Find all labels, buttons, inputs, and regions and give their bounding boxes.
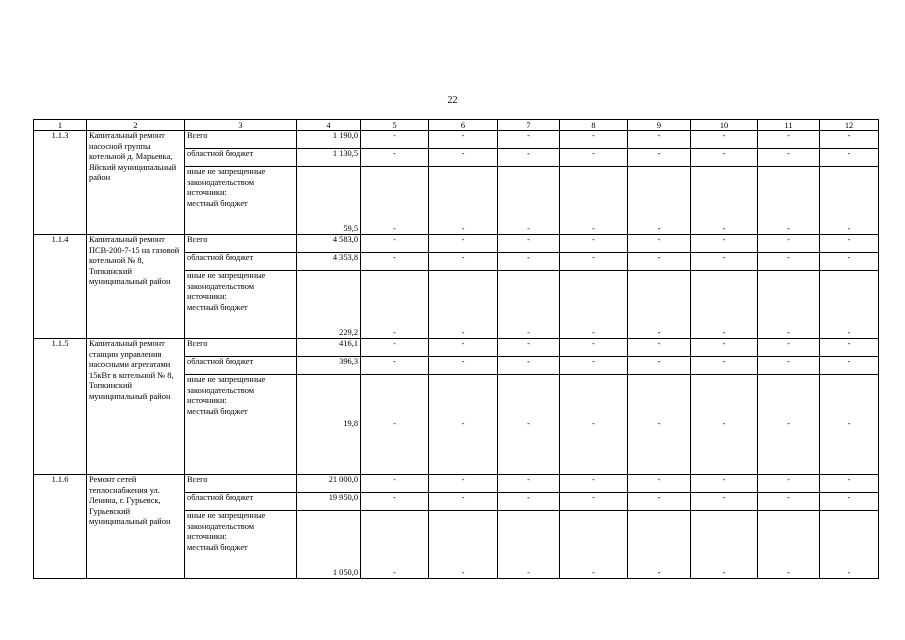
dash-cell: - (361, 253, 429, 271)
header-cell: 9 (628, 120, 691, 131)
dash-cell: - (691, 511, 758, 579)
row-code: 1.1.3 (34, 131, 87, 235)
dash-cell: - (361, 339, 429, 357)
budget-table (33, 119, 879, 579)
label-other-local (185, 167, 297, 235)
dash-cell: - (691, 149, 758, 167)
dash-cell: - (691, 475, 758, 493)
label-other: иные не запрещенные законодательством источники: (187, 167, 266, 197)
dash-cell: - (361, 235, 429, 253)
dash-cell: - (758, 253, 820, 271)
dash-cell: - (820, 475, 879, 493)
header-cell: 6 (429, 120, 498, 131)
dash-cell: - (361, 493, 429, 511)
dash-cell: - (560, 375, 628, 475)
label-regional: областной бюджет (185, 253, 297, 271)
row-code: 1.1.5 (34, 339, 87, 475)
dash-cell: - (758, 167, 820, 235)
dash-cell: - (820, 271, 879, 339)
dash-cell: - (498, 375, 560, 475)
label-regional: областной бюджет (185, 357, 297, 375)
table-row (34, 339, 879, 357)
header-row (34, 120, 879, 131)
dash-cell: - (361, 149, 429, 167)
dash-cell: - (820, 511, 879, 579)
header-cell: 3 (185, 120, 297, 131)
row-name: Капитальный ремонт станции управления насосными агрегатами 15кВт в котельной № 8, Топкинский муниципальный район (87, 339, 185, 475)
dash-cell: - (560, 271, 628, 339)
dash-cell: - (498, 149, 560, 167)
value-total: 1 190,0 (297, 131, 361, 149)
row-code: 1.1.4 (34, 235, 87, 339)
dash-cell: - (691, 339, 758, 357)
dash-cell: - (498, 131, 560, 149)
label-other: иные не запрещенные законодательством источники: (187, 271, 266, 301)
label-other-local (185, 511, 297, 579)
dash-cell: - (361, 167, 429, 235)
dash-cell: - (628, 235, 691, 253)
dash-cell: - (628, 475, 691, 493)
value-regional: 1 130,5 (297, 149, 361, 167)
dash-cell: - (691, 131, 758, 149)
dash-cell: - (820, 357, 879, 375)
dash-cell: - (820, 493, 879, 511)
label-other-local (185, 271, 297, 339)
dash-cell: - (820, 167, 879, 235)
dash-cell: - (429, 167, 498, 235)
dash-cell: - (758, 271, 820, 339)
label-other: иные не запрещенные законодательством источники: (187, 375, 266, 405)
dash-cell: - (498, 493, 560, 511)
value-local: 59,5 (297, 167, 361, 235)
header-cell: 5 (361, 120, 429, 131)
label-total: Всего (185, 131, 297, 149)
dash-cell: - (560, 131, 628, 149)
dash-cell: - (560, 149, 628, 167)
dash-cell: - (429, 131, 498, 149)
value-total: 416,1 (297, 339, 361, 357)
dash-cell: - (429, 149, 498, 167)
page-number: 22 (447, 95, 458, 106)
value-local: 229,2 (297, 271, 361, 339)
dash-cell: - (691, 167, 758, 235)
table-row (34, 235, 879, 253)
label-local: местный бюджет (187, 302, 248, 312)
value-total: 21 000,0 (297, 475, 361, 493)
dash-cell: - (691, 493, 758, 511)
dash-cell: - (429, 235, 498, 253)
header-cell: 10 (691, 120, 758, 131)
dash-cell: - (498, 271, 560, 339)
dash-cell: - (820, 339, 879, 357)
dash-cell: - (691, 357, 758, 375)
dash-cell: - (628, 149, 691, 167)
dash-cell: - (758, 131, 820, 149)
dash-cell: - (560, 167, 628, 235)
dash-cell: - (691, 375, 758, 475)
row-code: 1.1.6 (34, 475, 87, 579)
dash-cell: - (498, 511, 560, 579)
row-name: Ремонт сетей теплоснабжения ул. Ленина, г. Гурьевск, Гурьевский муниципальный район (87, 475, 185, 579)
dash-cell: - (498, 167, 560, 235)
dash-cell: - (820, 235, 879, 253)
dash-cell: - (560, 493, 628, 511)
label-total: Всего (185, 235, 297, 253)
dash-cell: - (758, 357, 820, 375)
header-cell: 7 (498, 120, 560, 131)
dash-cell: - (758, 493, 820, 511)
dash-cell: - (498, 339, 560, 357)
dash-cell: - (361, 357, 429, 375)
dash-cell: - (628, 131, 691, 149)
dash-cell: - (628, 271, 691, 339)
header-cell: 2 (87, 120, 185, 131)
dash-cell: - (820, 375, 879, 475)
value-local: 1 050,0 (297, 511, 361, 579)
dash-cell: - (758, 475, 820, 493)
dash-cell: - (691, 235, 758, 253)
label-regional: областной бюджет (185, 149, 297, 167)
header-cell: 1 (34, 120, 87, 131)
value-regional: 4 353,8 (297, 253, 361, 271)
dash-cell: - (628, 339, 691, 357)
dash-cell: - (560, 511, 628, 579)
dash-cell: - (361, 131, 429, 149)
dash-cell: - (628, 493, 691, 511)
dash-cell: - (758, 149, 820, 167)
value-total: 4 583,0 (297, 235, 361, 253)
label-total: Всего (185, 475, 297, 493)
dash-cell: - (429, 493, 498, 511)
dash-cell: - (628, 375, 691, 475)
dash-cell: - (758, 339, 820, 357)
dash-cell: - (820, 149, 879, 167)
dash-cell: - (758, 511, 820, 579)
dash-cell: - (560, 475, 628, 493)
dash-cell: - (691, 253, 758, 271)
label-total: Всего (185, 339, 297, 357)
dash-cell: - (429, 357, 498, 375)
dash-cell: - (560, 235, 628, 253)
dash-cell: - (628, 167, 691, 235)
dash-cell: - (361, 511, 429, 579)
dash-cell: - (560, 357, 628, 375)
row-name: Капитальный ремонт ПСВ-200-7-15 на газовой котельной № 8, Топкинский муниципальный район (87, 235, 185, 339)
label-local: местный бюджет (187, 198, 248, 208)
dash-cell: - (429, 475, 498, 493)
dash-cell: - (498, 253, 560, 271)
table-row (34, 131, 879, 149)
dash-cell: - (429, 253, 498, 271)
header-cell: 11 (758, 120, 820, 131)
header-cell: 4 (297, 120, 361, 131)
row-name: Капитальный ремонт насосной группы котельной д. Марьевка, Яйский муниципальный район (87, 131, 185, 235)
header-cell: 12 (820, 120, 879, 131)
dash-cell: - (498, 357, 560, 375)
dash-cell: - (820, 131, 879, 149)
label-other: иные не запрещенные законодательством источники: (187, 511, 266, 541)
label-other-local (185, 375, 297, 475)
dash-cell: - (691, 271, 758, 339)
dash-cell: - (758, 375, 820, 475)
dash-cell: - (498, 475, 560, 493)
dash-cell: - (429, 271, 498, 339)
header-cell: 8 (560, 120, 628, 131)
table-row (34, 475, 879, 493)
dash-cell: - (429, 511, 498, 579)
dash-cell: - (820, 253, 879, 271)
dash-cell: - (429, 339, 498, 357)
dash-cell: - (560, 253, 628, 271)
value-regional: 396,3 (297, 357, 361, 375)
label-local: местный бюджет (187, 406, 248, 416)
dash-cell: - (361, 271, 429, 339)
dash-cell: - (758, 235, 820, 253)
dash-cell: - (498, 235, 560, 253)
dash-cell: - (628, 357, 691, 375)
dash-cell: - (560, 339, 628, 357)
dash-cell: - (628, 511, 691, 579)
dash-cell: - (361, 375, 429, 475)
dash-cell: - (429, 375, 498, 475)
dash-cell: - (361, 475, 429, 493)
table-body (34, 131, 879, 579)
dash-cell: - (628, 253, 691, 271)
label-regional: областной бюджет (185, 493, 297, 511)
value-local: 19,8 (297, 375, 361, 475)
label-local: местный бюджет (187, 542, 248, 552)
value-regional: 19 950,0 (297, 493, 361, 511)
